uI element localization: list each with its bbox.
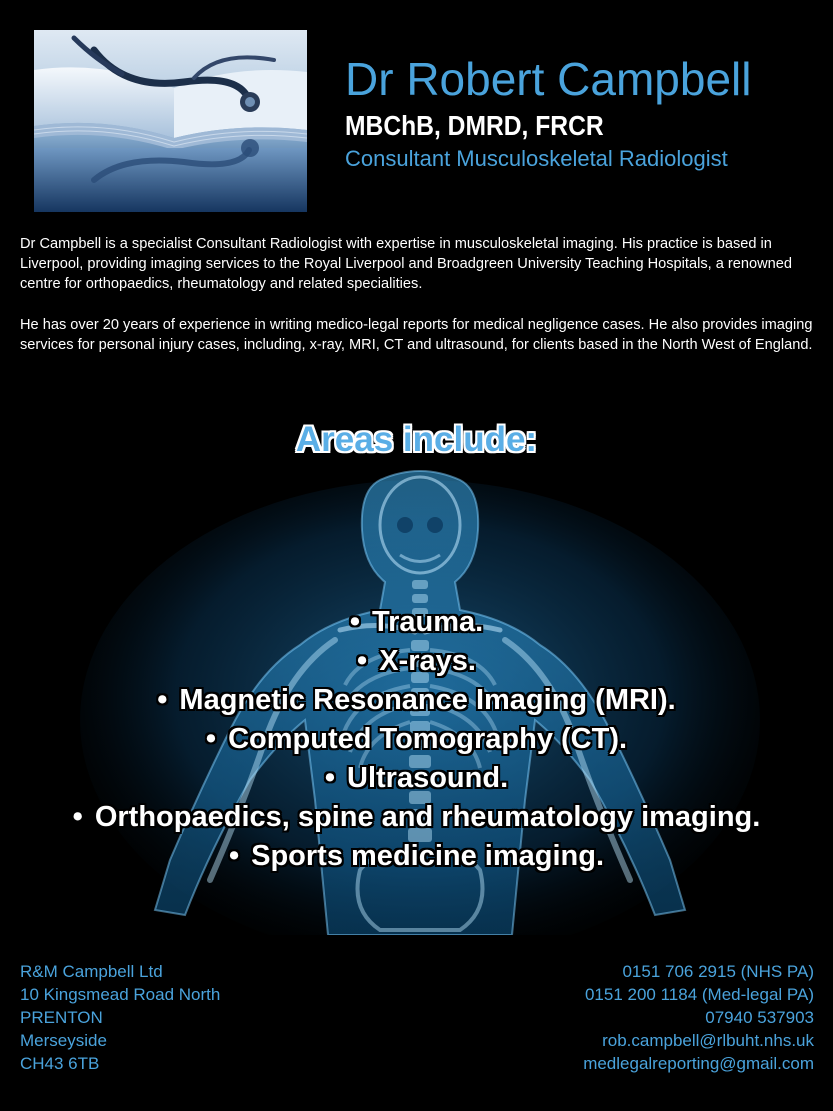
bullet-icon: • (228, 840, 240, 872)
list-item (0, 720, 833, 759)
bullet-icon: • (349, 606, 360, 638)
areas-list (0, 603, 833, 876)
list-item (0, 759, 833, 798)
address-postcode: CH43 6TB (20, 1054, 100, 1073)
address-county: Merseyside (20, 1031, 107, 1050)
qualifications: MBChB, DMRD, FRCR (345, 110, 604, 141)
area-label: Orthopaedics, spine and rheumatology imaging. (94, 801, 761, 833)
list-item (0, 837, 833, 876)
area-label: Sports medicine imaging. (251, 840, 605, 872)
bullet-icon: • (157, 684, 168, 716)
contact-details (583, 960, 814, 1075)
area-label: Magnetic Resonance Imaging (MRI). (179, 684, 676, 716)
bio-paragraph-2: He has over 20 years of experience in writing medico-legal reports for medical negligence cases. He also provides imaging services for personal injury cases, including, x-ray, MRI, CT and ultrasound, for clients based in the North West of England. (20, 317, 813, 353)
company-name: R&M Campbell Ltd (20, 962, 163, 981)
bullet-icon: • (357, 645, 368, 677)
area-label: Trauma. (371, 606, 484, 638)
phone-medlegal: 0151 200 1184 (Med-legal PA) (584, 985, 814, 1004)
email-medlegal-link[interactable]: medlegalreporting@gmail.com (583, 1054, 814, 1073)
doctor-name: Dr Robert Campbell (345, 53, 752, 105)
bullet-icon: • (72, 801, 83, 833)
area-label: X-rays. (379, 645, 476, 677)
list-item (0, 681, 833, 720)
address-town: PRENTON (20, 1008, 103, 1027)
address-street: 10 Kingsmead Road North (20, 985, 221, 1004)
list-item (0, 798, 833, 837)
phone-nhs: 0151 706 2915 (NHS PA) (622, 962, 814, 981)
areas-heading: Areas include: (295, 420, 538, 459)
email-nhs-link[interactable]: rob.campbell@rlbuht.nhs.uk (602, 1031, 814, 1050)
postal-address (20, 960, 220, 1075)
bullet-icon: • (324, 762, 336, 794)
bullet-icon: • (205, 723, 217, 755)
bio-paragraph-1: Dr Campbell is a specialist Consultant Radiologist with expertise in musculoskeletal imaging. His practice is based in Liverpool, providing imaging services to the Royal Liverpool and Broadgreen University Teaching Hospitals, a renowned centre for orthopaedics, rheumatology and related specialities. (20, 236, 793, 292)
area-label: Computed Tomography (CT). (228, 723, 628, 755)
list-item (0, 603, 833, 642)
book-stethoscope-photo (34, 30, 307, 212)
phone-mobile: 07940 537903 (705, 1008, 814, 1027)
area-label: Ultrasound. (347, 762, 509, 794)
list-item (0, 642, 833, 681)
job-title: Consultant Musculoskeletal Radiologist (345, 146, 728, 171)
